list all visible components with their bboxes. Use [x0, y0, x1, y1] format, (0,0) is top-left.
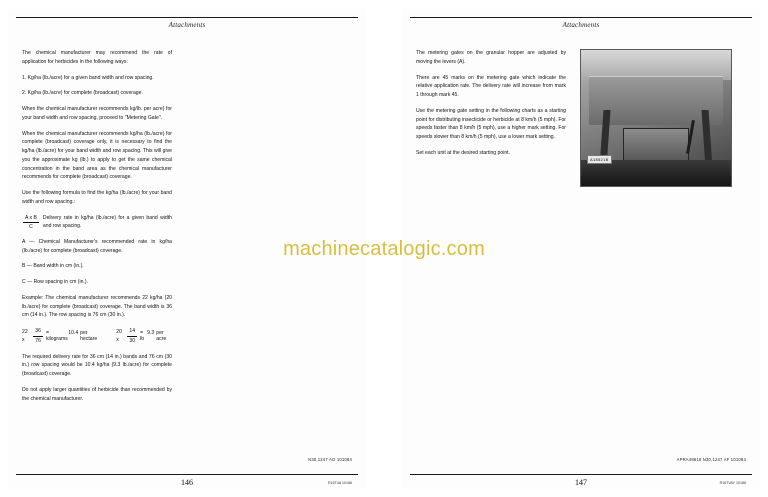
example-intro: Example: The chemical manufacturer recommends 22 kg/ha (20 lb./acre) for complete (broadcast) coverage. The band width is 36 cm (14 in.). The row spacing is 76 cm (30 in.).: [22, 294, 172, 319]
paragraph: The metering gates on the granular hopper are adjusted by moving the levers (A).: [416, 50, 566, 65]
page-right-content: [416, 49, 746, 455]
page-left-header: Attachments: [168, 21, 206, 29]
page-right-footer-code-secondary: R16TVAY 10186: [719, 481, 746, 485]
calc-lead: 22 x: [22, 328, 28, 344]
calc-result: = 9.3 lb: [140, 329, 155, 343]
calc-unit: per hectare: [80, 329, 98, 343]
page-right-footer-code: APRA48618 N30,1247 AF 101084: [676, 456, 746, 462]
calc-denominator: 76: [35, 337, 41, 344]
page-right-column: [416, 49, 566, 165]
example-conclusion: The required delivery rate for 36 cm (14 in.) bands and 76 cm (30 in.) row spacing would be 10.4 kg/ha (9.3 lb./acre) for complete (broadcast) coverage.: [22, 353, 172, 378]
paragraph: When the chemical manufacturer recommends kg/ha (lb./acre) for complete (broadcast) coverage only, it is necessary to find the kg/ha (lb./acre) for your band width and row spacing. This will give you the approximate kg (lb.) to apply to get the same chemical concentration in the band area as the chemical manufacturer recommends for complete (broadcast) coverage.: [22, 130, 172, 181]
formula-definition-c: C — Row spacing in cm (in.).: [22, 279, 88, 286]
formula-definition-b: B — Band width in cm (in.).: [22, 263, 84, 270]
formula-definition-a: A — Chemical Manufacturer's recommended rate in kg/ha (lb./acre) for complete (broadcast) coverage.: [22, 238, 172, 254]
calc-numerator: 36: [35, 328, 41, 335]
page-left: [8, 9, 366, 489]
example-calculation-metric: [22, 327, 102, 346]
calc-result: = 10.4 kilograms: [45, 329, 79, 343]
page-right-rule-top: [410, 17, 752, 18]
paragraph: 1. Kg/ha (lb./acre) for a given band width and row spacing.: [22, 74, 154, 81]
formula-line: [22, 214, 172, 231]
paragraph: Use the metering gate setting in the following charts as a starting point for distributing insecticide or herbicide at 8 km/h (5 mph). For speeds faster than 8 km/h (5 mph), use a higher mark setting. For speeds slower than 8 km/h (5 mph), use a lower mark setting.: [416, 107, 566, 140]
page-left-footer-code: N30,1247 AO 101084: [308, 456, 352, 462]
paragraph: Use the following formula to find the kg/ha (lb./acre) for your band width and row spacing.:: [22, 190, 172, 205]
page-left-rule-bottom: [16, 474, 358, 475]
page-right: [402, 9, 760, 489]
calc-fraction: [33, 327, 43, 346]
formula-fraction: [23, 214, 39, 231]
page-left-number: 146: [181, 478, 193, 487]
formula-numerator: A x B: [25, 214, 37, 221]
photo-caption: A18521B: [587, 155, 612, 164]
paragraph: Set each unit at the desired starting point.: [416, 149, 511, 156]
calc-denominator: 30: [129, 337, 136, 344]
calc-unit: per acre: [156, 329, 167, 343]
paragraph: 2. Kg/ha (lb./acre) for complete (broadcast) coverage.: [22, 90, 143, 97]
calc-numerator: 14: [129, 328, 136, 335]
paragraph: When the chemical manufacturer recommends kg/lb. per acre) for your band width and row spacing, proceed to "Metering Gate".: [22, 106, 172, 121]
formula-description: Delivery rate in kg/ha (lb./acre) for a given band width and row spacing.: [42, 215, 172, 230]
paragraph: The chemical manufacturer may recommend the rate of application for herbicides in the following ways:: [22, 50, 172, 65]
page-left-content: [22, 49, 352, 455]
formula-block: [22, 214, 172, 231]
example-calculations: [22, 327, 172, 346]
page-left-column: [22, 49, 172, 410]
example-warning: Do not apply larger quantities of herbicide than recommended by the chemical manufacturer.: [22, 386, 172, 402]
formula-denominator: C: [23, 222, 39, 231]
example-calculation-imperial: [116, 327, 172, 346]
paragraph: There are 45 marks on the metering gate which indicate the relative application rate. The delivery rate will increase from mark 1 through mark 45.: [416, 74, 566, 98]
page-right-number: 147: [575, 478, 587, 487]
granular-hopper-photo: [580, 49, 732, 187]
page-right-header: Attachments: [562, 21, 600, 29]
watermark: machinecatalogic.com: [283, 238, 485, 260]
page-right-rule-bottom: [410, 474, 752, 475]
page-left-footer-code-secondary: R16T4A 10186: [328, 481, 352, 485]
page-left-rule-top: [16, 17, 358, 18]
calc-lead: 20 x: [116, 328, 122, 344]
calc-fraction: [127, 327, 137, 346]
